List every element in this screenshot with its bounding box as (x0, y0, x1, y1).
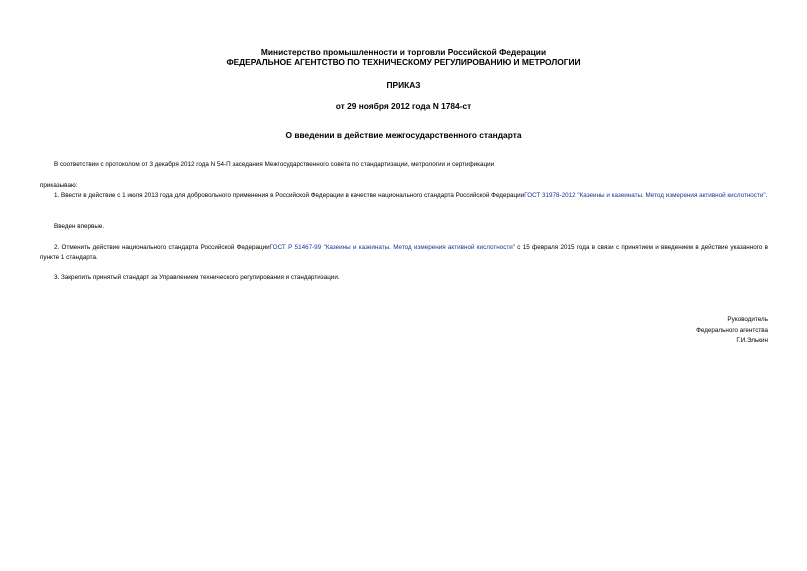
item-1-end: . (765, 192, 768, 199)
signature-block (696, 315, 768, 347)
signature-name: Г.И.Элькин (736, 337, 768, 344)
intro-paragraph: В соответствии с протоколом от 3 декабря 2012 года N 54-П заседания Межгосударственного совета по стандартизации, метрологии и сертификации (54, 161, 495, 168)
item-1-text: 1. Ввести в действие с 1 июля 2013 года для добровольного применения в Российской Федерации в качестве национального стандарта Российской Федерации (54, 192, 525, 199)
date-number: от 29 ноября 2012 года N 1784-ст (335, 101, 472, 111)
item-1-standard-link[interactable]: ГОСТ 31978-2012 "Казеины и казеинаты. Метод измерения активной кислотности" (524, 192, 766, 199)
item-2-end: с 15 февраля 2015 года в связи с принятием и введением в действие указанного в пункте 1 стандарта. (40, 244, 769, 261)
agency-title: ФЕДЕРАЛЬНОЕ АГЕНТСТВО ПО ТЕХНИЧЕСКОМУ РЕГУЛИРОВАНИЮ И МЕТРОЛОГИИ (226, 57, 581, 67)
item-2-standard-link[interactable]: ГОСТ Р 51467-99 "Казеины и казеинаты. Метод измерения активной кислотности" (269, 244, 515, 251)
ministry-title: Министерство промышленности и торговли Российской Федерации (260, 47, 547, 57)
item-3-paragraph: 3. Закрепить принятый стандарт за Управлением технического регулирования и стандартизации. (54, 274, 340, 281)
document-type: ПРИКАЗ (386, 80, 421, 90)
first-introduced-note: Введен впервые. (54, 223, 105, 230)
item-2-paragraph (40, 243, 768, 263)
document-subject: О введении в действие межгосударственного стандарта (285, 130, 522, 140)
signature-org: Федерального агентства (696, 326, 768, 334)
item-1-paragraph (40, 191, 768, 201)
signature-role: Руководитель (727, 316, 768, 323)
order-word: приказываю: (40, 182, 78, 189)
item-2-text: 2. Отменить действие национального стандарта Российской Федерации (54, 244, 270, 251)
